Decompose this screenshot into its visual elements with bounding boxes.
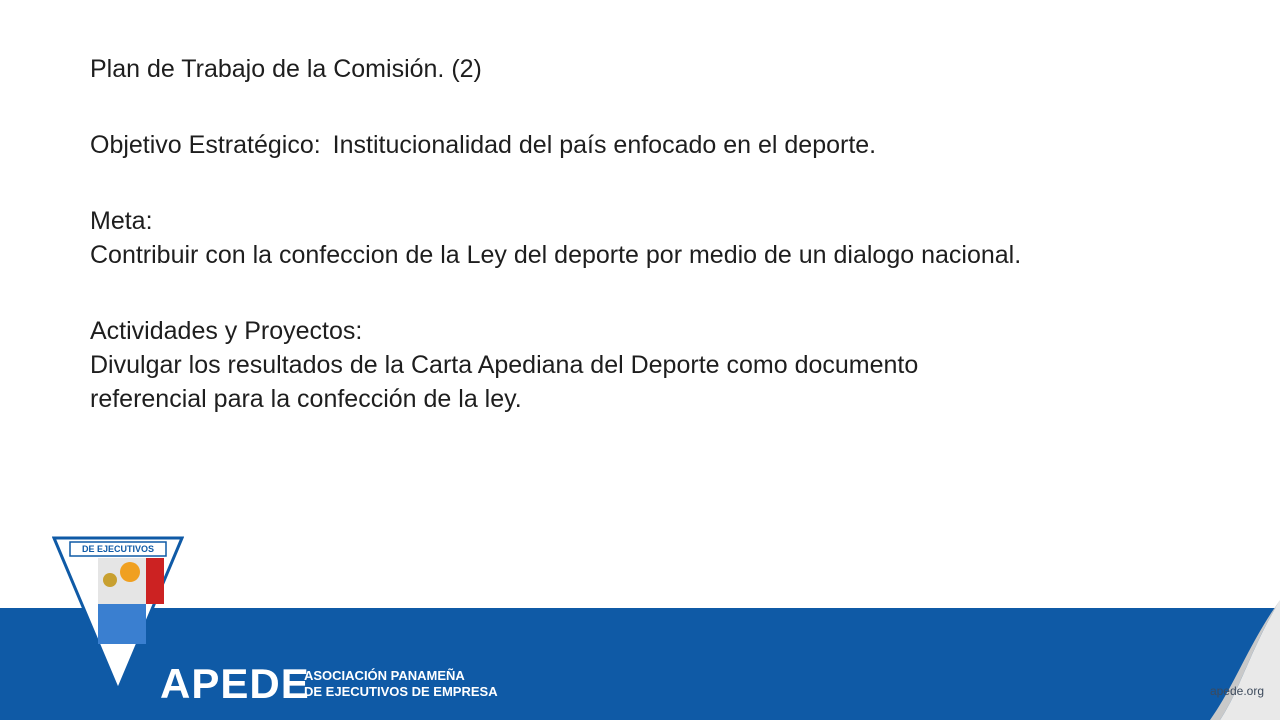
goal-label: Meta: xyxy=(90,207,153,235)
activities-text-1: Divulgar los resultados de la Carta Apediana del Deporte como documento xyxy=(90,351,919,379)
slide-content xyxy=(90,52,1210,416)
slide-title: Plan de Trabajo de la Comisión. (2) xyxy=(90,55,482,83)
objective-text: Institucionalidad del país enfocado en el deporte. xyxy=(332,131,877,159)
website-link[interactable]: apede.org xyxy=(1209,684,1264,698)
goal-text: Contribuir con la confeccion de la Ley del deporte por medio de un dialogo nacional. xyxy=(90,241,1022,269)
brand-subtitle xyxy=(304,668,498,700)
activities-label: Actividades y Proyectos: xyxy=(90,317,363,345)
objective-line xyxy=(90,128,1210,162)
brand-subtitle-line-2: DE EJECUTIVOS DE EMPRESA xyxy=(304,684,498,699)
activities-text-2: referencial para la confección de la ley. xyxy=(90,385,522,413)
brand-name: APEDE xyxy=(160,660,310,707)
svg-text:DE EJECUTIVOS: DE EJECUTIVOS xyxy=(81,544,155,554)
brand-subtitle-line-1: ASOCIACIÓN PANAMEÑA xyxy=(304,668,465,683)
objective-label: Objetivo Estratégico: xyxy=(90,131,321,159)
page-curl-graphic xyxy=(1180,600,1280,720)
